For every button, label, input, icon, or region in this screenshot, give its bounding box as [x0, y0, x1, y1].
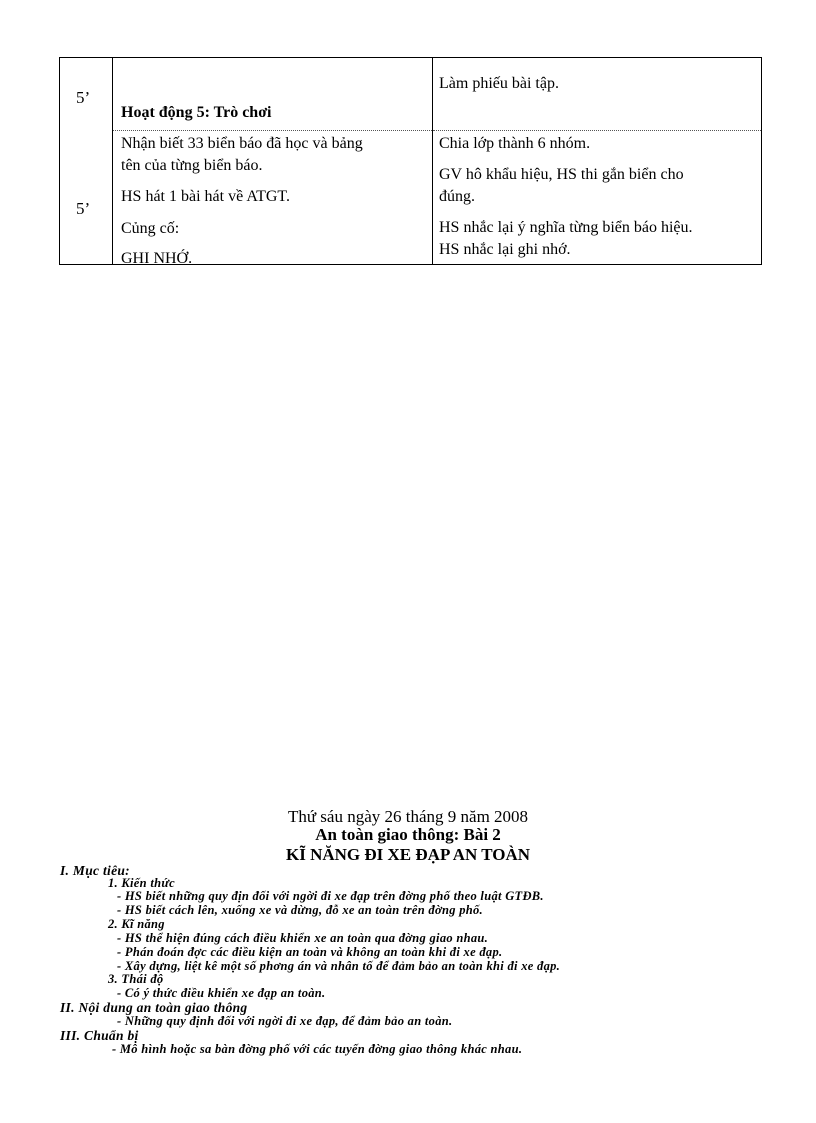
content-line: tên của từng biển báo.: [121, 157, 263, 174]
activity-table: [59, 57, 762, 265]
column-divider: [432, 58, 433, 264]
activity-step: đúng.: [439, 188, 475, 205]
list-item: - HS biết cách lên, xuống xe và dừng, đỗ xe an toàn trên đờng phố.: [117, 903, 483, 917]
lesson-title: KĨ NĂNG ĐI XE ĐẠP AN TOÀN: [285, 845, 531, 864]
section-heading: I. Mục tiêu:: [60, 863, 130, 878]
subsection-heading: 2. Kĩ năng: [108, 917, 165, 931]
table-row-time: 5’: [76, 88, 91, 107]
activity-step: HS nhắc lại ý nghĩa từng biển báo hiệu.: [439, 219, 693, 236]
lesson-date: Thứ sáu ngày 26 tháng 9 năm 2008: [287, 807, 529, 826]
section-heading: II. Nội dung an toàn giao thông: [60, 1000, 248, 1015]
activity-step: HS nhắc lại ghi nhớ.: [439, 241, 571, 258]
activity-step: GV hô khẩu hiệu, HS thi gắn biển cho: [439, 166, 684, 183]
content-line: Nhận biết 33 biển báo đã học và bảng: [121, 135, 363, 152]
row-divider: [113, 130, 432, 131]
row-divider: [433, 130, 762, 131]
lesson-subject: An toàn giao thông: Bài 2: [315, 825, 501, 844]
content-line: GHI NHỚ.: [121, 250, 193, 265]
list-item: - Xây dựng, liệt kê một số phơng án và nhân tố để đảm bảo an toàn khi đi xe đạp.: [117, 959, 561, 973]
activity-heading: Hoạt động 5: Trò chơi: [121, 104, 272, 121]
list-item: - HS biết những quy địn đối với ngời đi xe đạp trên đờng phố theo luật GTĐB.: [117, 889, 544, 903]
list-item: - Mô hình hoặc sa bàn đờng phố với các tuyến đờng giao thông khác nhau.: [112, 1042, 523, 1056]
subsection-heading: 1. Kiến thức: [108, 876, 175, 890]
list-item: - Có ý thức điều khiển xe đạp an toàn.: [117, 986, 326, 1000]
list-item: - Những quy định đối với ngời đi xe đạp, để đảm bảo an toàn.: [117, 1014, 453, 1028]
activity-step: Chia lớp thành 6 nhóm.: [439, 135, 591, 152]
column-divider: [112, 58, 113, 264]
content-line: HS hát 1 bài hát về ATGT.: [121, 188, 291, 205]
activity-step: Làm phiếu bài tập.: [439, 75, 559, 92]
content-line: Củng cố:: [121, 220, 180, 237]
list-item: - Phán đoán đợc các điều kiện an toàn và không an toàn khi đi xe đạp.: [117, 945, 503, 959]
table-row-time: 5’: [76, 199, 91, 218]
content-line-clipped: [121, 248, 321, 265]
section-heading: III. Chuẩn bị: [60, 1028, 139, 1043]
list-item: - HS thể hiện đúng cách điều khiển xe an toàn qua đờng giao nhau.: [117, 931, 489, 945]
subsection-heading: 3. Thái độ: [108, 972, 164, 986]
